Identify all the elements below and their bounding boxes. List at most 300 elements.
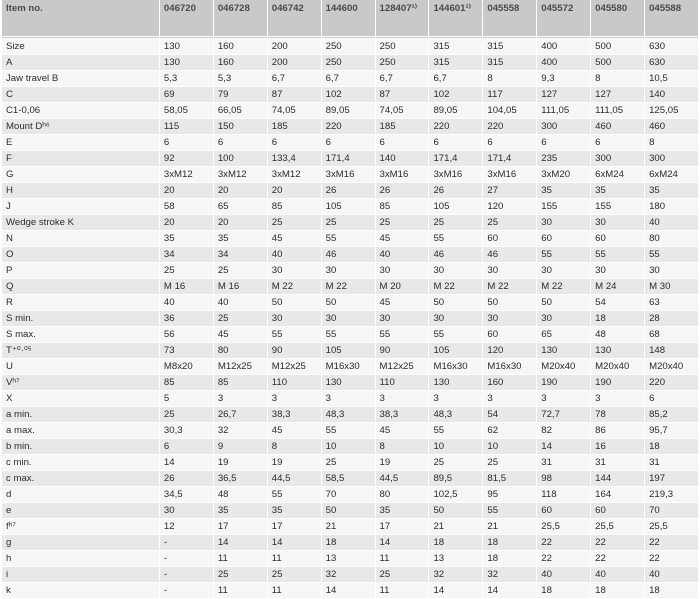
table-cell: 30	[429, 311, 483, 327]
table-row	[2, 119, 699, 135]
table-cell: 32	[483, 567, 537, 583]
table-cell: 171,4	[483, 151, 537, 167]
table-cell: 36,5	[213, 471, 267, 487]
table-row	[2, 407, 699, 423]
table-cell: 70	[321, 487, 375, 503]
table-cell: 400	[537, 55, 591, 71]
table-cell: 171,4	[321, 151, 375, 167]
header-item-number: 144600	[321, 0, 375, 37]
row-label: S max.	[2, 327, 159, 343]
table-cell: 70	[645, 503, 699, 519]
table-cell: 55	[267, 487, 321, 503]
row-label: g	[2, 535, 159, 551]
table-cell: 10	[321, 439, 375, 455]
table-cell: 25	[159, 407, 213, 423]
table-cell: 8	[591, 71, 645, 87]
table-cell: 25	[267, 567, 321, 583]
table-cell: 18	[429, 535, 483, 551]
table-cell: 40	[537, 567, 591, 583]
table-cell: 18	[591, 583, 645, 599]
table-cell: M 30	[645, 279, 699, 295]
table-cell: 8	[375, 439, 429, 455]
table-cell: 40	[213, 295, 267, 311]
table-cell: 13	[321, 551, 375, 567]
table-cell: 6,7	[321, 71, 375, 87]
table-cell: 127	[537, 87, 591, 103]
header-item-number: 045580	[591, 0, 645, 37]
table-row	[2, 231, 699, 247]
table-cell: 3	[267, 391, 321, 407]
table-cell: 11	[213, 551, 267, 567]
table-cell: 26	[321, 183, 375, 199]
table-row	[2, 103, 699, 119]
table-cell: 630	[645, 55, 699, 71]
row-label: fʰ⁷	[2, 519, 159, 535]
table-cell: M12x25	[267, 359, 321, 375]
table-cell: 14	[429, 583, 483, 599]
table-cell: 100	[213, 151, 267, 167]
table-cell: 30	[321, 311, 375, 327]
table-cell: 3xM12	[159, 167, 213, 183]
table-cell: 14	[267, 535, 321, 551]
header-item-number: 046720	[159, 0, 213, 37]
table-cell: 120	[483, 199, 537, 215]
table-cell: 25	[321, 455, 375, 471]
table-cell: 27	[483, 183, 537, 199]
table-cell: 60	[483, 231, 537, 247]
table-cell: 160	[213, 39, 267, 55]
table-cell: 79	[213, 87, 267, 103]
table-cell: M 16	[213, 279, 267, 295]
table-cell: 32	[429, 567, 483, 583]
table-cell: 86	[591, 423, 645, 439]
table-cell: 55	[537, 247, 591, 263]
table-cell: 44,5	[267, 471, 321, 487]
table-cell: 25	[321, 215, 375, 231]
row-label: Vʰ⁷	[2, 375, 159, 391]
table-cell: 35	[213, 503, 267, 519]
table-row	[2, 199, 699, 215]
table-cell: 60	[537, 503, 591, 519]
table-cell: 185	[267, 119, 321, 135]
table-cell: 35	[645, 183, 699, 199]
table-cell: 6xM24	[645, 167, 699, 183]
table-cell: 31	[591, 455, 645, 471]
table-cell: M 22	[537, 279, 591, 295]
table-cell: 28	[645, 311, 699, 327]
table-cell: 85	[213, 375, 267, 391]
table-cell: 25,5	[591, 519, 645, 535]
row-label: Wedge stroke K	[2, 215, 159, 231]
table-cell: 11	[267, 583, 321, 599]
table-cell: 45	[375, 295, 429, 311]
table-cell: 50	[429, 295, 483, 311]
table-cell: 11	[267, 551, 321, 567]
header-item-number: 045558	[483, 0, 537, 37]
table-cell: 20	[213, 215, 267, 231]
table-cell: 48	[591, 327, 645, 343]
table-cell: 190	[537, 375, 591, 391]
table-cell: 6,7	[429, 71, 483, 87]
table-cell: 25	[375, 567, 429, 583]
table-cell: 35	[537, 183, 591, 199]
header-item-number: 045572	[537, 0, 591, 37]
table-cell: 55	[591, 247, 645, 263]
table-cell: 6	[321, 135, 375, 151]
table-cell: 6	[645, 391, 699, 407]
table-cell: 38,3	[375, 407, 429, 423]
table-cell: 130	[159, 55, 213, 71]
table-cell: 105	[429, 343, 483, 359]
table-cell: 78	[591, 407, 645, 423]
table-cell: 164	[591, 487, 645, 503]
table-cell: 22	[591, 535, 645, 551]
table-cell: 3xM20	[537, 167, 591, 183]
table-cell: 69	[159, 87, 213, 103]
table-cell: 26,7	[213, 407, 267, 423]
table-row	[2, 375, 699, 391]
table-cell: 32	[321, 567, 375, 583]
table-cell: 26	[375, 183, 429, 199]
table-row	[2, 167, 699, 183]
table-row	[2, 391, 699, 407]
table-cell: 102	[321, 87, 375, 103]
table-cell: 6	[267, 135, 321, 151]
table-row	[2, 567, 699, 583]
table-cell: 30	[267, 263, 321, 279]
table-cell: 16	[591, 439, 645, 455]
table-cell: 25	[213, 263, 267, 279]
table-cell: 155	[537, 199, 591, 215]
table-cell: 14	[159, 455, 213, 471]
row-label: d	[2, 487, 159, 503]
row-label: P	[2, 263, 159, 279]
table-cell: 110	[375, 375, 429, 391]
table-cell: 105	[429, 199, 483, 215]
row-label: U	[2, 359, 159, 375]
table-cell: 85	[267, 199, 321, 215]
header-item-number: 144601¹⁾	[429, 0, 483, 37]
table-cell: 25	[375, 215, 429, 231]
row-label: A	[2, 55, 159, 71]
table-cell: 45	[267, 231, 321, 247]
table-cell: 55	[321, 423, 375, 439]
table-cell: 250	[375, 55, 429, 71]
table-cell: 3	[591, 391, 645, 407]
table-cell: 190	[591, 375, 645, 391]
header-row	[2, 0, 699, 37]
table-cell: 35	[375, 503, 429, 519]
table-cell: 34,5	[159, 487, 213, 503]
table-row	[2, 183, 699, 199]
table-cell: 46	[321, 247, 375, 263]
table-cell: 34	[213, 247, 267, 263]
table-cell: 45	[375, 423, 429, 439]
table-cell: 30	[537, 215, 591, 231]
header-item-no: Item no.	[2, 0, 159, 37]
row-label: h	[2, 551, 159, 567]
table-cell: 55	[429, 231, 483, 247]
table-cell: 130	[591, 343, 645, 359]
table-cell: 30	[483, 311, 537, 327]
table-cell: 68	[645, 327, 699, 343]
table-cell: 60	[483, 327, 537, 343]
table-cell: 6	[591, 135, 645, 151]
table-cell: 25,5	[537, 519, 591, 535]
row-label: Mount Dʰ⁶	[2, 119, 159, 135]
table-cell: 32	[213, 423, 267, 439]
table-cell: 14	[483, 583, 537, 599]
table-cell: 80	[375, 487, 429, 503]
table-cell: 81,5	[483, 471, 537, 487]
table-cell: 46	[483, 247, 537, 263]
table-cell: 30	[591, 263, 645, 279]
table-cell: 30	[645, 263, 699, 279]
table-cell: 400	[537, 39, 591, 55]
table-cell: 171,4	[429, 151, 483, 167]
header-item-number: 128407¹⁾	[375, 0, 429, 37]
table-cell: 40	[267, 247, 321, 263]
table-cell: 18	[483, 535, 537, 551]
table-cell: 220	[645, 375, 699, 391]
table-cell: 25,5	[645, 519, 699, 535]
table-cell: 44,5	[375, 471, 429, 487]
table-cell: 95	[483, 487, 537, 503]
table-cell: 40	[159, 295, 213, 311]
table-cell: 45	[375, 231, 429, 247]
table-cell: 11	[375, 583, 429, 599]
table-cell: 45	[213, 327, 267, 343]
row-label: Size	[2, 39, 159, 55]
table-cell: 85	[375, 199, 429, 215]
table-cell: 630	[645, 39, 699, 55]
table-cell: 22	[645, 551, 699, 567]
table-cell: M 20	[375, 279, 429, 295]
table-cell: 50	[483, 295, 537, 311]
table-cell: 56	[159, 327, 213, 343]
table-cell: 111,05	[537, 103, 591, 119]
table-row	[2, 279, 699, 295]
table-cell: 22	[537, 535, 591, 551]
table-cell: 58,5	[321, 471, 375, 487]
table-cell: 133,4	[267, 151, 321, 167]
table-cell: 30	[483, 263, 537, 279]
table-cell: 18	[645, 583, 699, 599]
table-cell: 17	[267, 519, 321, 535]
table-cell: 3xM16	[483, 167, 537, 183]
table-cell: 25	[429, 455, 483, 471]
table-cell: 55	[429, 327, 483, 343]
table-cell: 120	[483, 343, 537, 359]
table-cell: 18	[537, 583, 591, 599]
table-cell: 25	[213, 311, 267, 327]
table-cell: 6	[375, 135, 429, 151]
table-cell: 200	[267, 39, 321, 55]
table-cell: 111,05	[591, 103, 645, 119]
table-cell: 130	[537, 343, 591, 359]
table-cell: 54	[483, 407, 537, 423]
table-cell: M 22	[321, 279, 375, 295]
row-label: c max.	[2, 471, 159, 487]
table-cell: M8x20	[159, 359, 213, 375]
row-label: c min.	[2, 455, 159, 471]
table-cell: 11	[213, 583, 267, 599]
table-cell: 54	[591, 295, 645, 311]
table-cell: 48,3	[321, 407, 375, 423]
table-cell: 50	[267, 295, 321, 311]
table-cell: 5,3	[213, 71, 267, 87]
table-row	[2, 487, 699, 503]
table-cell: 3xM12	[267, 167, 321, 183]
row-label: F	[2, 151, 159, 167]
row-label: Jaw travel B	[2, 71, 159, 87]
table-row	[2, 359, 699, 375]
table-row	[2, 423, 699, 439]
table-cell: 3	[429, 391, 483, 407]
table-cell: 89,05	[321, 103, 375, 119]
table-cell: 63	[645, 295, 699, 311]
table-cell: 22	[591, 551, 645, 567]
table-cell: 105	[321, 199, 375, 215]
table-cell: 31	[645, 455, 699, 471]
table-cell: 14	[321, 583, 375, 599]
table-cell: 50	[537, 295, 591, 311]
table-row	[2, 551, 699, 567]
table-cell: 89,05	[429, 103, 483, 119]
table-cell: 35	[591, 183, 645, 199]
table-cell: 74,05	[267, 103, 321, 119]
row-label: b min.	[2, 439, 159, 455]
table-cell: 460	[591, 119, 645, 135]
table-cell: 55	[483, 503, 537, 519]
header-item-number: 045588	[645, 0, 699, 37]
table-cell: 6,7	[267, 71, 321, 87]
table-cell: 85	[159, 375, 213, 391]
table-cell: 46	[429, 247, 483, 263]
table-cell: 3xM16	[429, 167, 483, 183]
table-cell: 80	[213, 343, 267, 359]
table-row	[2, 215, 699, 231]
table-cell: M20x40	[645, 359, 699, 375]
table-body	[2, 37, 699, 599]
table-row	[2, 311, 699, 327]
table-cell: 25	[213, 567, 267, 583]
table-cell: 19	[267, 455, 321, 471]
table-cell: 90	[267, 343, 321, 359]
table-cell: 150	[213, 119, 267, 135]
table-cell: 30	[267, 311, 321, 327]
table-cell: 20	[159, 183, 213, 199]
table-cell: 38,3	[267, 407, 321, 423]
table-cell: M16x30	[429, 359, 483, 375]
table-cell: 125,05	[645, 103, 699, 119]
table-cell: 9	[213, 439, 267, 455]
table-cell: 18	[483, 551, 537, 567]
table-cell: 90	[375, 343, 429, 359]
row-label: O	[2, 247, 159, 263]
table-cell: 250	[321, 39, 375, 55]
table-cell: 6	[159, 439, 213, 455]
table-cell: 45	[267, 423, 321, 439]
row-label: E	[2, 135, 159, 151]
table-cell: 3	[321, 391, 375, 407]
table-cell: 82	[537, 423, 591, 439]
row-label: C1-0,06	[2, 103, 159, 119]
table-cell: 21	[321, 519, 375, 535]
table-cell: 35	[213, 231, 267, 247]
table-cell: 6	[537, 135, 591, 151]
table-cell: M 22	[483, 279, 537, 295]
table-row	[2, 87, 699, 103]
table-cell: 315	[429, 39, 483, 55]
table-cell: 3xM12	[213, 167, 267, 183]
table-cell: 55	[321, 231, 375, 247]
table-cell: 66,05	[213, 103, 267, 119]
table-cell: 3	[213, 391, 267, 407]
table-cell: -	[159, 535, 213, 551]
table-cell: M20x40	[537, 359, 591, 375]
row-label: G	[2, 167, 159, 183]
table-cell: 250	[375, 39, 429, 55]
table-cell: 95,7	[645, 423, 699, 439]
table-cell: 48	[213, 487, 267, 503]
table-cell: 5,3	[159, 71, 213, 87]
table-cell: 105	[321, 343, 375, 359]
table-cell: 13	[429, 551, 483, 567]
table-row	[2, 39, 699, 55]
table-row	[2, 327, 699, 343]
table-cell: 58,05	[159, 103, 213, 119]
table-cell: 6,7	[375, 71, 429, 87]
table-cell: 500	[591, 39, 645, 55]
table-cell: M16x30	[321, 359, 375, 375]
table-cell: 60	[591, 231, 645, 247]
table-row	[2, 247, 699, 263]
table-cell: 185	[375, 119, 429, 135]
table-cell: 300	[645, 151, 699, 167]
table-row	[2, 455, 699, 471]
table-cell: 219,3	[645, 487, 699, 503]
table-cell: 50	[321, 503, 375, 519]
table-row	[2, 583, 699, 599]
row-label: S min.	[2, 311, 159, 327]
table-cell: 220	[483, 119, 537, 135]
table-cell: M20x40	[591, 359, 645, 375]
table-cell: 30	[375, 263, 429, 279]
row-label: R	[2, 295, 159, 311]
table-cell: 17	[375, 519, 429, 535]
table-cell: 85,2	[645, 407, 699, 423]
table-cell: 58	[159, 199, 213, 215]
row-label: a max.	[2, 423, 159, 439]
table-cell: 18	[645, 439, 699, 455]
row-label: i	[2, 567, 159, 583]
table-cell: 12	[159, 519, 213, 535]
table-cell: M12x25	[375, 359, 429, 375]
row-label: N	[2, 231, 159, 247]
table-cell: 40	[645, 215, 699, 231]
table-cell: 9,3	[537, 71, 591, 87]
table-cell: 10	[429, 439, 483, 455]
table-cell: 30	[429, 263, 483, 279]
table-cell: -	[159, 551, 213, 567]
table-row	[2, 151, 699, 167]
table-cell: 62	[483, 423, 537, 439]
table-cell: 160	[213, 55, 267, 71]
table-cell: 25	[483, 455, 537, 471]
table-cell: 50	[321, 295, 375, 311]
table-cell: 300	[537, 119, 591, 135]
